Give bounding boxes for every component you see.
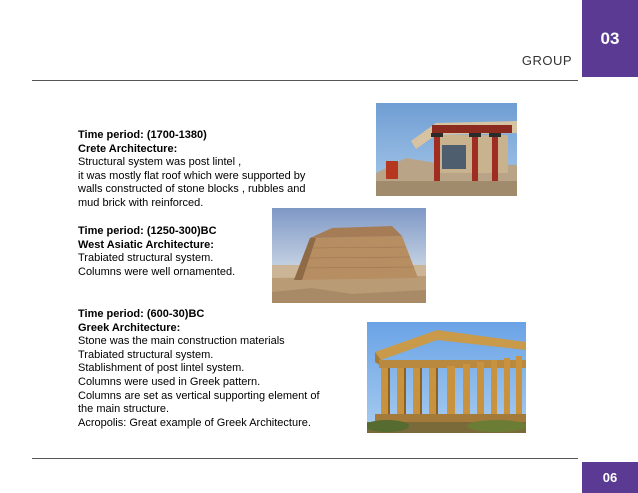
section-title: West Asiatic Architecture: [78,238,214,251]
section-west-asiatic [78,225,235,279]
section-line: Trabiated structural system. [78,252,214,265]
ziggurat-illustration [272,208,426,303]
crete-palace-illustration [376,103,517,196]
section-period: Time period: (1250-300)BC [78,225,217,237]
page-number: 06 [602,470,618,485]
section-title: Greek Architecture: [78,321,181,334]
ziggurat-photo [272,208,426,303]
page-number-tab [582,462,638,493]
greek-temple-illustration [367,322,526,433]
section-line: Structural system was post lintel , [78,156,242,169]
section-line: Stone was the main construction materials [78,335,285,348]
group-number-tab [582,0,638,77]
section-period: Time period: (600-30)BC [78,308,205,320]
greek-temple-photo [367,322,526,433]
section-period: Time period: (1700-1380) [78,129,207,141]
section-line: Stablishment of post lintel system. [78,362,245,375]
group-label: GROUP [521,53,572,68]
section-line: Columns were used in Greek pattern. [78,375,261,388]
group-number: 03 [600,28,620,48]
crete-palace-photo [376,103,517,196]
section-line: it was mostly flat roof which were supported by [78,169,306,182]
section-line: walls constructed of stone blocks , rubbles and [78,183,306,196]
section-line: Columns are set as vertical supporting element of [78,389,320,402]
section-greek [78,308,320,430]
header-divider [32,80,578,81]
section-line: the main structure. [78,403,170,416]
section-crete [78,129,305,211]
section-line: Trabiated structural system. [78,348,214,361]
section-line: mud brick with reinforced. [78,196,204,209]
section-title: Crete Architecture: [78,142,178,155]
section-line: Acropolis: Great example of Greek Architecture. [78,416,311,429]
section-line: Columns were well ornamented. [78,265,236,278]
footer-divider [32,458,578,459]
